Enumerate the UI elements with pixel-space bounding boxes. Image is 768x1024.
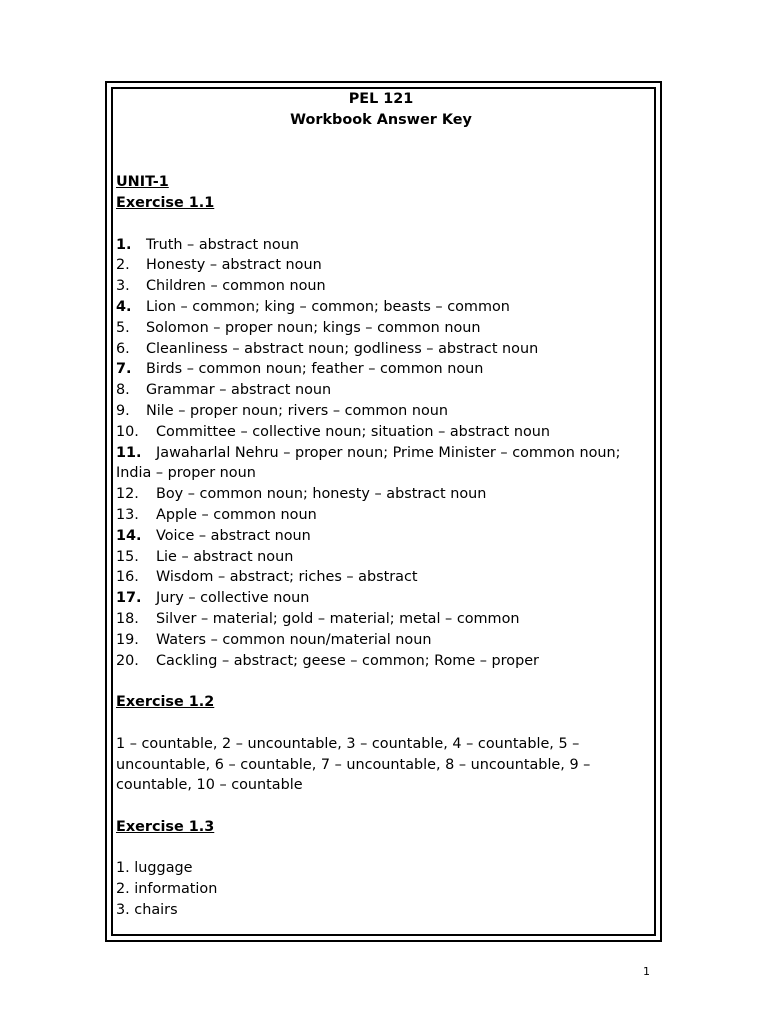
item-text: Jawaharlal Nehru – proper noun; Prime Minister – common noun; India – proper noun (116, 444, 621, 482)
document-title: Workbook Answer Key (290, 111, 472, 128)
item-number: 3. (116, 278, 130, 295)
item-text: Solomon – proper noun; kings – common noun (146, 319, 481, 336)
list-item (116, 235, 646, 256)
list-item (116, 630, 646, 651)
item-number: 2. (116, 257, 130, 274)
item-text: Jury – collective noun (156, 590, 310, 607)
item-number: 8. (116, 382, 130, 399)
list-item (116, 380, 646, 401)
item-text: Grammar – abstract noun (146, 382, 332, 399)
item-text: Boy – common noun; honesty – abstract noun (156, 486, 487, 503)
list-item (116, 484, 646, 505)
exercise-1-2-heading: Exercise 1.2 (116, 694, 215, 711)
exercise-1-3-list (116, 858, 646, 920)
item-number: 10. (116, 423, 139, 440)
list-item: 2. information (116, 881, 218, 898)
item-text: Waters – common noun/material noun (156, 631, 432, 648)
list-item (116, 505, 646, 526)
item-number: 14. (116, 527, 142, 544)
list-item (116, 609, 646, 630)
item-number: 15. (116, 548, 139, 565)
item-number: 12. (116, 486, 139, 503)
item-number: 9. (116, 402, 130, 419)
item-number: 20. (116, 652, 139, 669)
item-text: Lion – common; king – common; beasts – common (146, 298, 510, 315)
unit-heading: UNIT-1 (116, 174, 169, 191)
item-text: Lie – abstract noun (156, 548, 294, 565)
item-number: 13. (116, 506, 139, 523)
item-number: 1. (116, 236, 132, 253)
item-text: Cleanliness – abstract noun; godliness – abstract noun (146, 340, 539, 357)
exercise-1-2-answers: 1 – countable, 2 – uncountable, 3 – countable, 4 – countable, 5 – uncountable, 6 – countable, 7 – uncountable, 8 – uncountable, 9 – countable, 10 – countable (116, 735, 591, 794)
item-number: 11. (116, 444, 142, 461)
exercise-1-3-heading: Exercise 1.3 (116, 818, 215, 835)
page-number: 1 (643, 965, 650, 978)
list-item (116, 422, 646, 443)
item-text: Children – common noun (146, 278, 326, 295)
list-item (116, 401, 646, 422)
list-item (116, 567, 646, 588)
list-item (116, 526, 646, 547)
item-number: 6. (116, 340, 130, 357)
item-text: Cackling – abstract; geese – common; Rome – proper (156, 652, 539, 669)
item-text: Nile – proper noun; rivers – common noun (146, 402, 449, 419)
item-number: 4. (116, 298, 132, 315)
exercise-1-1-heading: Exercise 1.1 (116, 194, 215, 211)
item-text: Apple – common noun (156, 506, 317, 523)
list-item (116, 318, 646, 339)
list-item (116, 255, 646, 276)
item-text: Silver – material; gold – material; metal – common (156, 610, 520, 627)
list-item (116, 651, 646, 672)
list-item (116, 588, 646, 609)
list-item (116, 339, 646, 360)
item-number: 5. (116, 319, 130, 336)
list-item (116, 297, 646, 318)
item-text: Voice – abstract noun (156, 527, 311, 544)
list-item: 1. luggage (116, 860, 193, 877)
list-item (116, 547, 646, 568)
item-number: 19. (116, 631, 139, 648)
item-text: Birds – common noun; feather – common noun (146, 361, 484, 378)
item-number: 7. (116, 361, 132, 378)
item-number: 16. (116, 569, 139, 586)
item-text: Committee – collective noun; situation – abstract noun (156, 423, 550, 440)
document-content (116, 89, 646, 921)
item-number: 18. (116, 610, 139, 627)
item-text: Honesty – abstract noun (146, 257, 322, 274)
item-text: Wisdom – abstract; riches – abstract (156, 569, 418, 586)
list-item (116, 443, 646, 485)
course-code: PEL 121 (348, 91, 414, 107)
list-item (116, 276, 646, 297)
list-item (116, 359, 646, 380)
item-text: Truth – abstract noun (146, 236, 299, 253)
list-item: 3. chairs (116, 902, 178, 919)
exercise-1-1-list (116, 235, 646, 672)
item-number: 17. (116, 590, 142, 607)
